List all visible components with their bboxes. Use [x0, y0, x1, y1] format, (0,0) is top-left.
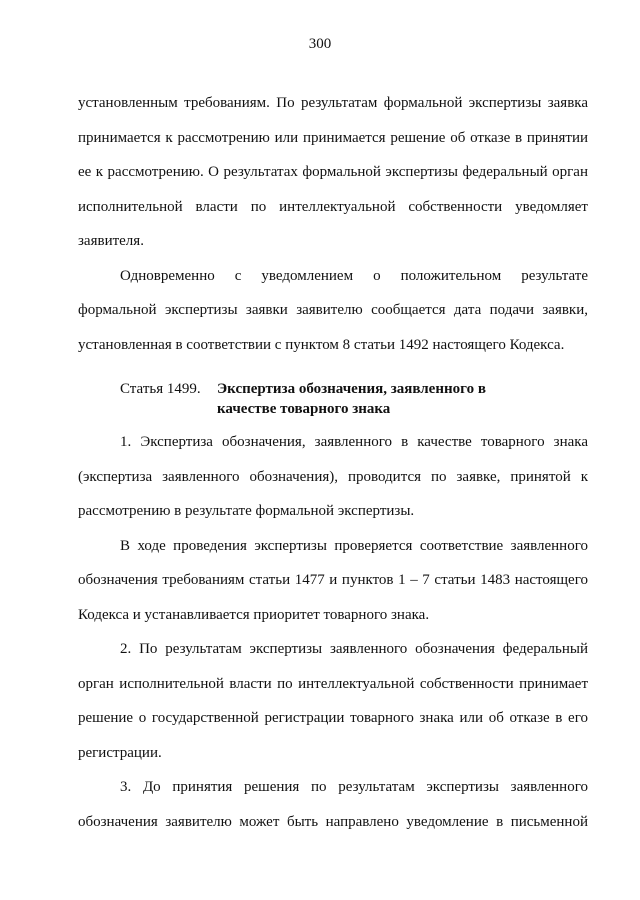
article-number: Статья 1499.: [120, 381, 201, 397]
article-heading: [78, 379, 588, 419]
paragraph: 2. По результатам экспертизы заявленного обозначения федеральный орган исполнительной власти по интеллектуальной собственности принимает решение о государственной регистрации товарного знака или об отказе в его регистрации.: [78, 641, 588, 761]
paragraph: В ходе проведения экспертизы проверяется соответствие заявленного обозначения требованиям статьи 1477 и пунктов 1 – 7 статьи 1483 настоящего Кодекса и устанавливается приоритет товарного знака.: [78, 537, 588, 623]
paragraph: 1. Экспертиза обозначения, заявленного в качестве товарного знака (экспертиза заявленного обозначения), проводится по заявке, принятой к рассмотрению в результате формальной экспертизы.: [78, 434, 588, 519]
article-title: Экспертиза обозначения, заявленного в качестве товарного знака: [217, 381, 486, 417]
page-number: 300: [308, 36, 332, 52]
paragraph: установленным требованиям. По результатам формальной экспертизы заявка принимается к рассмотрению или принимается решение об отказе в принятии ее к рассмотрению. О результатах формальной экспертизы федеральный орган исполнительной власти по интеллектуальной собственности уведомляет заявителя.: [78, 95, 588, 249]
paragraph: 3. До принятия решения по результатам экспертизы заявленного обозначения заявителю может быть направлено уведомление в письменной: [78, 779, 588, 830]
document-body: [78, 86, 588, 839]
paragraph: Одновременно с уведомлением о положительном результате формальной экспертизы заявки заявителю сообщается дата подачи заявки, установленная в соответствии с пунктом 8 статьи 1492 настоящего Кодекса.: [78, 267, 588, 353]
